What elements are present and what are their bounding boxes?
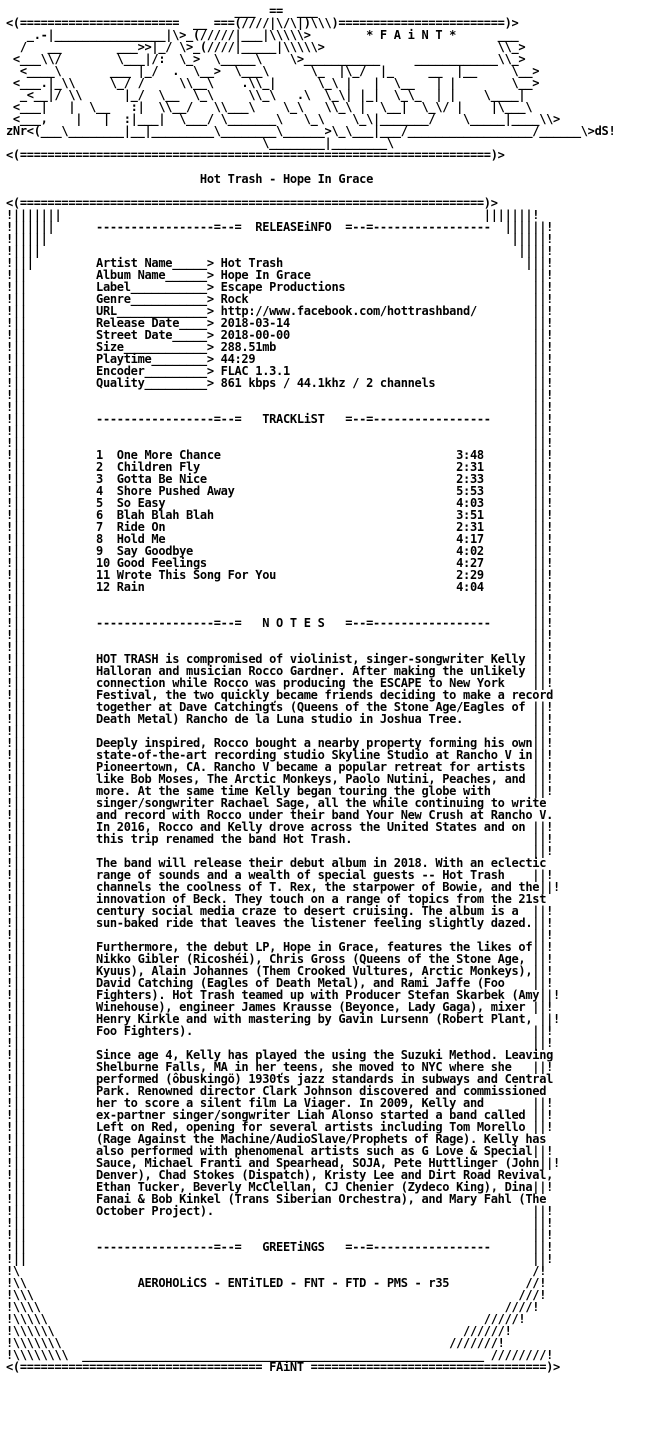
nfo-line: !|| URL_____________> http://www.facebook.com/hottrashband/ ||! — [6, 304, 554, 318]
nfo-line: !|| ||! — [6, 436, 554, 450]
nfo-line: !\\\\\\\\ __________________________________________________________ ////////! — [6, 1348, 554, 1362]
nfo-line: !\\\\\ /////! — [6, 1312, 526, 1326]
nfo-line: !|| sun-baked ride that leaves the listener feeling slightly dazed.||! — [6, 916, 554, 930]
nfo-line: !|| innovation of Beck. They touch on a range of topics from the 21st — [6, 892, 547, 906]
nfo-line: !|| Henry Kirkle and with mastering by Gavin Lursenn (Robert Plant, ||! — [6, 1012, 560, 1026]
nfo-line: !|| this trip renamed the band Hot Trash. ||! — [6, 832, 554, 846]
nfo-line: !|| singer/songwriter Rachael Sage, all the while continuing to write — [6, 796, 547, 810]
nfo-line: !|| October Project). ||! — [6, 1204, 554, 1218]
nfo-line: !|||| ||||! — [6, 244, 554, 258]
nfo-line: / __ ___>>|_/ \>_(////|_____|\\\\\> \\_> — [6, 40, 526, 54]
nfo-line: !|| Fanai & Bob Kinkel (Trans Siberian Orchestra), and Mary Fahl (The — [6, 1192, 547, 1206]
nfo-line: !|||||| -----------------=--= RELEASEiNFO =--=----------------- ||||||! — [6, 220, 554, 234]
nfo-line: <(======================= __ ===(////|\/\|)\\\)========================)> — [6, 16, 519, 30]
nfo-line: !|| more. At the same time Kelly began touring the globe with ||! — [6, 784, 554, 798]
nfo-line: !|| 11 Wrote This Song For You 2:29 ||! — [6, 568, 554, 582]
nfo-line: !|| ||! — [6, 628, 554, 642]
nfo-line: !|| HOT TRASH is compromised of violinist, singer-songwriter Kelly ||! — [6, 652, 554, 666]
nfo-line: !|| David Catching (Eagles of Death Metal), and Rami Jaffe (Foo ||! — [6, 976, 554, 990]
nfo-line: !|| Fighters). Hot Trash teamed up with Producer Stefan Skarbek (Amy||! — [6, 988, 560, 1002]
nfo-line: !|| Release Date____> 2018-03-14 ||! — [6, 316, 554, 330]
nfo-line: !|| Encoder_________> FLAC 1.3.1 ||! — [6, 364, 554, 378]
nfo-line: !|| Nikko Gibler (Ricoshéi), Chris Gross (Queens of the Stone Age, ||! — [6, 952, 554, 966]
nfo-line: !|| 9 Say Goodbye 4:02 ||! — [6, 544, 554, 558]
nfo-line: !|| Since age 4, Kelly has played the using the Suzuki Method. Leaving — [6, 1048, 554, 1062]
nfo-line: !|| Ethan Tucker, Beverly McClellan, CJ Chenier (Zydeco King), Dina||! — [6, 1180, 554, 1194]
nfo-line: !|| -----------------=--= GREETiNGS =--=----------------- ||! — [6, 1240, 554, 1254]
nfo-line: !\ /! — [6, 1264, 547, 1278]
nfo-line: !|| ||! — [6, 724, 554, 738]
nfo-line: <___| | \__ :| \\__/ \\___\ \_\ \\_\ | \__| \_\/ | |\___\ — [6, 100, 533, 114]
nfo-line: _<__|/ \\ |_/ \__ \_\ \\_\ .\ \_\| |_| \_\_ | | \____| — [6, 88, 526, 102]
nfo-line: !||||| |||||! — [6, 232, 554, 246]
nfo-line: !|| Furthermore, the debut LP, Hope in Grace, features the likes of||! — [6, 940, 554, 954]
nfo-line: !|| Shelburne Falls, MA in her teens, she moved to NYC where she ||! — [6, 1060, 554, 1074]
nfo-line: !|| 8 Hold Me 4:17 ||! — [6, 532, 554, 546]
nfo-line: ___ == ___ — [6, 4, 318, 18]
nfo-line: !|| connection while Rocco was producing the ESCAPE to New York ||! — [6, 676, 554, 690]
nfo-line: !|| Pioneertown, CA. Rancho V became a popular retreat for artists ||! — [6, 760, 554, 774]
nfo-line: !|| Playtime________> 44:29 ||! — [6, 352, 554, 366]
nfo-line: !|| 6 Blah Blah Blah 3:51 ||! — [6, 508, 554, 522]
nfo-line: !|| ||! — [6, 1252, 554, 1266]
nfo-line: !|| state-of-the-art recording studio Skyline Studio at Rancho V in||! — [6, 748, 554, 762]
nfo-line: Hot Trash - Hope In Grace — [6, 172, 374, 186]
nfo-line: !\\ AEROHOLiCS - ENTiTLED - FNT - FTD - PMS - r35 //! — [6, 1276, 547, 1290]
nfo-line: !|| -----------------=--= TRACKLiST =--=----------------- ||! — [6, 412, 554, 426]
nfo-line: !|| Halloran and musician Rocco Gardner. After making the unlikely ||! — [6, 664, 554, 678]
nfo-line: !|| ||! — [6, 388, 554, 402]
nfo-line: !|| Death Metal) Rancho de la Luna studio in Joshua Tree. ||! — [6, 712, 554, 726]
nfo-line: !|| ||! — [6, 928, 554, 942]
nfo-line: !|| 5 So Easy 4:03 ||! — [6, 496, 554, 510]
nfo-line: <____\ ___ |_/ . \__> \___\ \_ |\_/ |_ __ |__ \__> — [6, 64, 540, 78]
nfo-line: !|| like Bob Moses, The Arctic Monkeys, Paolo Nutini, Peaches, and ||! — [6, 772, 554, 786]
nfo-line: <___.|_\\ \_/ / \\__\ .\\_| \_\ | | \__ | | \__> — [6, 76, 540, 90]
nfo-line: !|| ||! — [6, 400, 554, 414]
nfo-line: !|| 7 Ride On 2:31 ||! — [6, 520, 554, 534]
nfo-line: !|| (Rage Against the Machine/AudioSlave/Prophets of Rage). Kelly has — [6, 1132, 547, 1146]
nfo-line: !|| Sauce, Michael Franti and Spearhead, SOJA, Pete Huttlinger (John||! — [6, 1156, 560, 1170]
nfo-line: !|| ||! — [6, 1036, 554, 1050]
nfo-line: !|| Kyuus), Alain Johannes (Them Crooked Vultures, Arctic Monkeys),||! — [6, 964, 554, 978]
nfo-line: !|| together at Dave Catchingťs (Queens of the Stone Age/Eagles of ||! — [6, 700, 554, 714]
nfo-line: !|| ||! — [6, 604, 554, 618]
nfo-line: <(=================================== FAiNT ==================================)> — [6, 1360, 560, 1374]
nfo-line: !|| ||! — [6, 592, 554, 606]
nfo-line: !|| Left on Red, opening for several artists including Tom Morello ||! — [6, 1120, 554, 1134]
nfo-line: !|| -----------------=--= N O T E S =--=----------------- ||! — [6, 616, 554, 630]
nfo-line: !|| 2 Children Fly 2:31 ||! — [6, 460, 554, 474]
nfo-line: !|| her to score a silent film La Viager. In 2009, Kelly and ||! — [6, 1096, 554, 1110]
nfo-line: !|| range of sounds and a wealth of special guests -- Hot Trash ||! — [6, 868, 554, 882]
nfo-line: !||||||| |||||||! — [6, 208, 540, 222]
nfo-line: !|| Size____________> 288.51mb ||! — [6, 340, 554, 354]
nfo-line: !\\\\ ////! — [6, 1300, 540, 1314]
nfo-line: !|| Festival, the two quickly became friends deciding to make a record — [6, 688, 554, 702]
nfo-line: !|| Album Name______> Hope In Grace ||! — [6, 268, 554, 282]
nfo-line: !\\\\\\\ ///////! — [6, 1336, 505, 1350]
nfo-line: !|| Park. Renowned director Clark Johnson discovered and commissioned — [6, 1084, 547, 1098]
nfo-line: !|| Deeply inspired, Rocco bought a nearby property forming his own||! — [6, 736, 554, 750]
nfo-line: !|| In 2016, Rocco and Kelly drove across the United States and on ||! — [6, 820, 554, 834]
nfo-line: <(===================================================================)> — [6, 196, 498, 210]
nfo-line: !|| performed (ôbuskingö) 1930ťs jazz standards in subways and Central — [6, 1072, 554, 1086]
nfo-line: !|| 10 Good Feelings 4:27 ||! — [6, 556, 554, 570]
nfo-line: <___, | | :|___| \___/ \_______\ \_\ \_\|_______/ \_____|____\\> — [6, 112, 560, 126]
nfo-line: !|| Denver), Chad Stokes (Dispatch), Kristy Lee and Dirt Road Revival, — [6, 1168, 554, 1182]
nfo-line: !|| ||! — [6, 844, 554, 858]
nfo-line: !|| Winehouse), engineer James Krausse (Beyonce, Lady Gaga), mixer ||! — [6, 1000, 554, 1014]
nfo-line: !\\\ ///! — [6, 1288, 547, 1302]
nfo-line: !|| channels the coolness of T. Rex, the starpower of Bowie, and the||! — [6, 880, 560, 894]
nfo-line: !|| ||! — [6, 1228, 554, 1242]
nfo-line: _.-|________________|\>_(/////|___|\\\\\> * F A i N T * ___ — [6, 28, 519, 42]
nfo-line: !|| 3 Gotta Be Nice 2:33 ||! — [6, 472, 554, 486]
nfo-line: \________|________\ — [6, 136, 394, 150]
nfo-line: !|| ||! — [6, 424, 554, 438]
nfo-line: !|| and record with Rocco under their band Your New Crush at Rancho V. — [6, 808, 554, 822]
nfo-line: !\\\\\\ //////! — [6, 1324, 512, 1338]
nfo-line: !|| 4 Shore Pushed Away 5:53 ||! — [6, 484, 554, 498]
nfo-line: <(====================================================================)> — [6, 148, 505, 162]
nfo-line: !|| Label___________> Escape Productions ||! — [6, 280, 554, 294]
nfo-line: !|| century social media craze to desert cruising. The album is a ||! — [6, 904, 554, 918]
nfo-line: <___\\/ \___|/: \_> \_____\ \>___________ ____________\\_> — [6, 52, 526, 66]
nfo-line: !|| 1 One More Chance 3:48 ||! — [6, 448, 554, 462]
nfo-line: !|| also performed with phenomenal artists such as G Love & Special||! — [6, 1144, 554, 1158]
nfo-line: !|| Foo Fighters). ||! — [6, 1024, 554, 1038]
nfo-line: zNr<(___\________|__|_________\________\______>\_\___|___/__________________/______\>dS! — [6, 124, 616, 138]
nfo-line: !|| ex-partner singer/songwriter Liah Alonso started a band called ||! — [6, 1108, 554, 1122]
nfo-line: !|| 12 Rain 4:04 ||! — [6, 580, 554, 594]
nfo-line: !||| Artist Name_____> Hot Trash |||! — [6, 256, 554, 270]
nfo-line: !|| ||! — [6, 1216, 554, 1230]
nfo-line: !|| ||! — [6, 640, 554, 654]
nfo-line: !|| Street Date_____> 2018-00-00 ||! — [6, 328, 554, 342]
nfo-line: !|| The band will release their debut album in 2018. With an eclectic — [6, 856, 547, 870]
nfo-line: !|| Quality_________> 861 kbps / 44.1khz / 2 channels ||! — [6, 376, 554, 390]
nfo-line: !|| Genre___________> Rock ||! — [6, 292, 554, 306]
